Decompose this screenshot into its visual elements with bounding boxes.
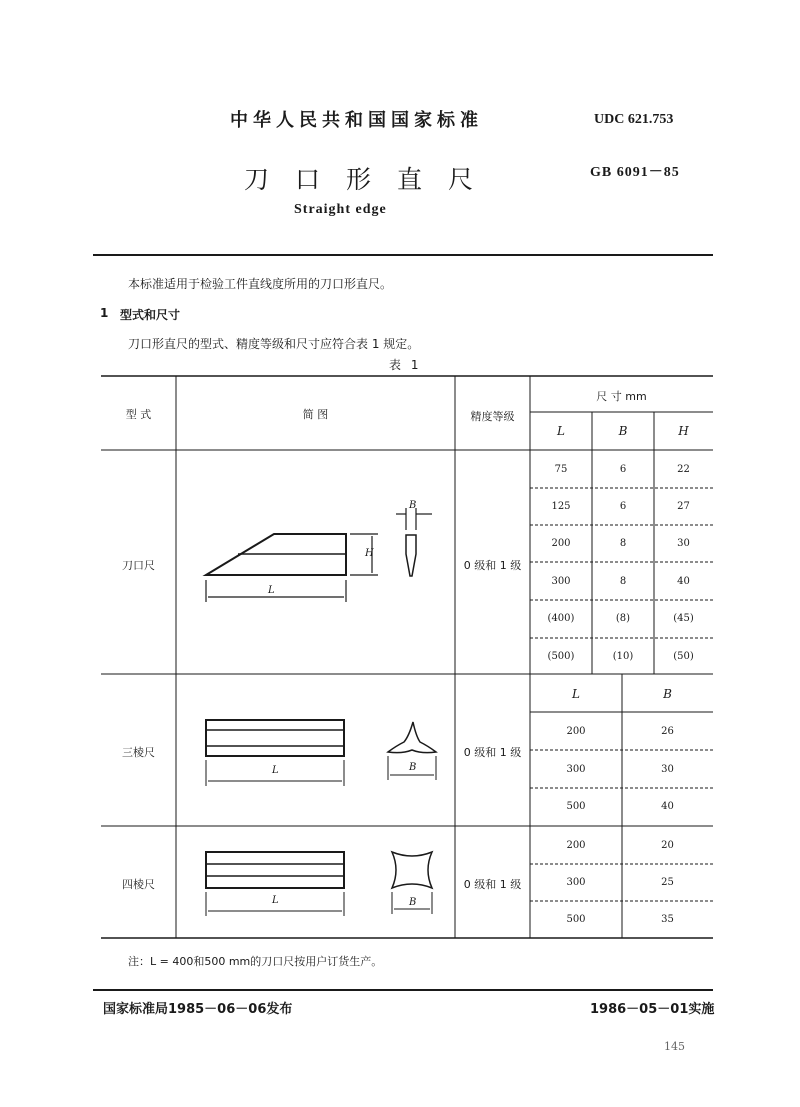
knife-L-4: (400) [547, 613, 575, 624]
knife-L-3: 300 [551, 576, 571, 587]
tri-diagram-B: B [409, 762, 417, 773]
tri-B-0: 26 [661, 726, 674, 737]
header-B: B [618, 424, 628, 438]
knife-H-0: 22 [677, 464, 690, 475]
knife-L-5: (500) [547, 651, 575, 662]
section-text: 刀口形直尺的型式、精度等级和尺寸应符合表 1 规定。 [128, 337, 420, 351]
triangle-ruler-diagram [176, 674, 455, 826]
knife-H-4: (45) [673, 613, 694, 624]
type-square: 四棱尺 [122, 878, 155, 891]
table-note: 注：L = 400和500 mm的刀口尺按用户订货生产。 [128, 955, 383, 968]
tri-L-0: 200 [566, 726, 586, 737]
document-subtitle: Straight edge [294, 202, 387, 217]
square-ruler-diagram [176, 826, 455, 938]
sq-diagram-B: B [409, 897, 417, 908]
knife-L-2: 200 [551, 538, 571, 549]
header-type: 型 式 [125, 408, 152, 421]
gb-number: GB 6091－85 [590, 165, 680, 180]
tri-header-B: B [663, 687, 672, 701]
knife-H-5: (50) [673, 651, 694, 662]
section-number: 1 [100, 306, 109, 320]
standard-title: 中华人民共和国国家标准 [230, 110, 483, 131]
tri-B-2: 40 [661, 801, 674, 812]
effective-date: 1986－05－01实施 [590, 1002, 715, 1017]
header-L: L [557, 424, 565, 438]
header-diagram: 简 图 [302, 408, 329, 421]
knife-H-3: 40 [677, 576, 690, 587]
grade-knife: 0 级和 1 级 [463, 559, 522, 572]
section-heading: 型式和尺寸 [120, 308, 181, 322]
tri-diagram-L: L [272, 765, 279, 776]
knife-B-5: (10) [612, 651, 634, 662]
sq-L-1: 300 [566, 877, 586, 888]
knife-H-2: 30 [677, 538, 690, 549]
knife-diagram-B: B [409, 500, 417, 511]
tri-L-1: 300 [566, 764, 586, 775]
knife-diagram-H: H [365, 548, 374, 559]
header-size: 尺 寸 mm [596, 390, 647, 403]
tri-L-2: 500 [566, 801, 586, 812]
footer-rule [93, 989, 713, 991]
knife-L-1: 125 [551, 501, 571, 512]
knife-B-3: 8 [619, 576, 627, 587]
intro-paragraph: 本标准适用于检验工件直线度所用的刀口形直尺。 [128, 277, 393, 291]
header-H: H [678, 424, 689, 438]
page-number: 145 [664, 1040, 685, 1053]
udc-number: UDC 621.753 [594, 112, 674, 127]
knife-B-1: 6 [619, 501, 627, 512]
knife-B-4: (8) [615, 613, 631, 624]
table-caption: 表 1 [389, 358, 422, 372]
tri-header-L: L [572, 687, 580, 701]
tri-B-1: 30 [661, 764, 674, 775]
type-knife: 刀口尺 [122, 559, 155, 572]
document-title: 刀口形直尺 [244, 165, 500, 194]
sq-B-1: 25 [661, 877, 674, 888]
type-triangle: 三棱尺 [122, 746, 155, 759]
knife-H-1: 27 [677, 501, 690, 512]
sq-B-2: 35 [661, 914, 674, 925]
header-grade: 精度等级 [470, 410, 515, 423]
knife-diagram-L: L [268, 585, 275, 596]
grade-triangle: 0 级和 1 级 [463, 746, 522, 759]
sq-L-2: 500 [566, 914, 586, 925]
sq-diagram-L: L [272, 895, 279, 906]
grade-square: 0 级和 1 级 [463, 878, 522, 891]
knife-B-2: 8 [619, 538, 627, 549]
knife-L-0: 75 [554, 464, 568, 475]
sq-L-0: 200 [566, 840, 586, 851]
knife-ruler-diagram [176, 450, 455, 674]
sq-B-0: 20 [661, 840, 674, 851]
issued-date: 国家标准局1985－06－06发布 [103, 1002, 293, 1017]
knife-B-0: 6 [619, 464, 627, 475]
